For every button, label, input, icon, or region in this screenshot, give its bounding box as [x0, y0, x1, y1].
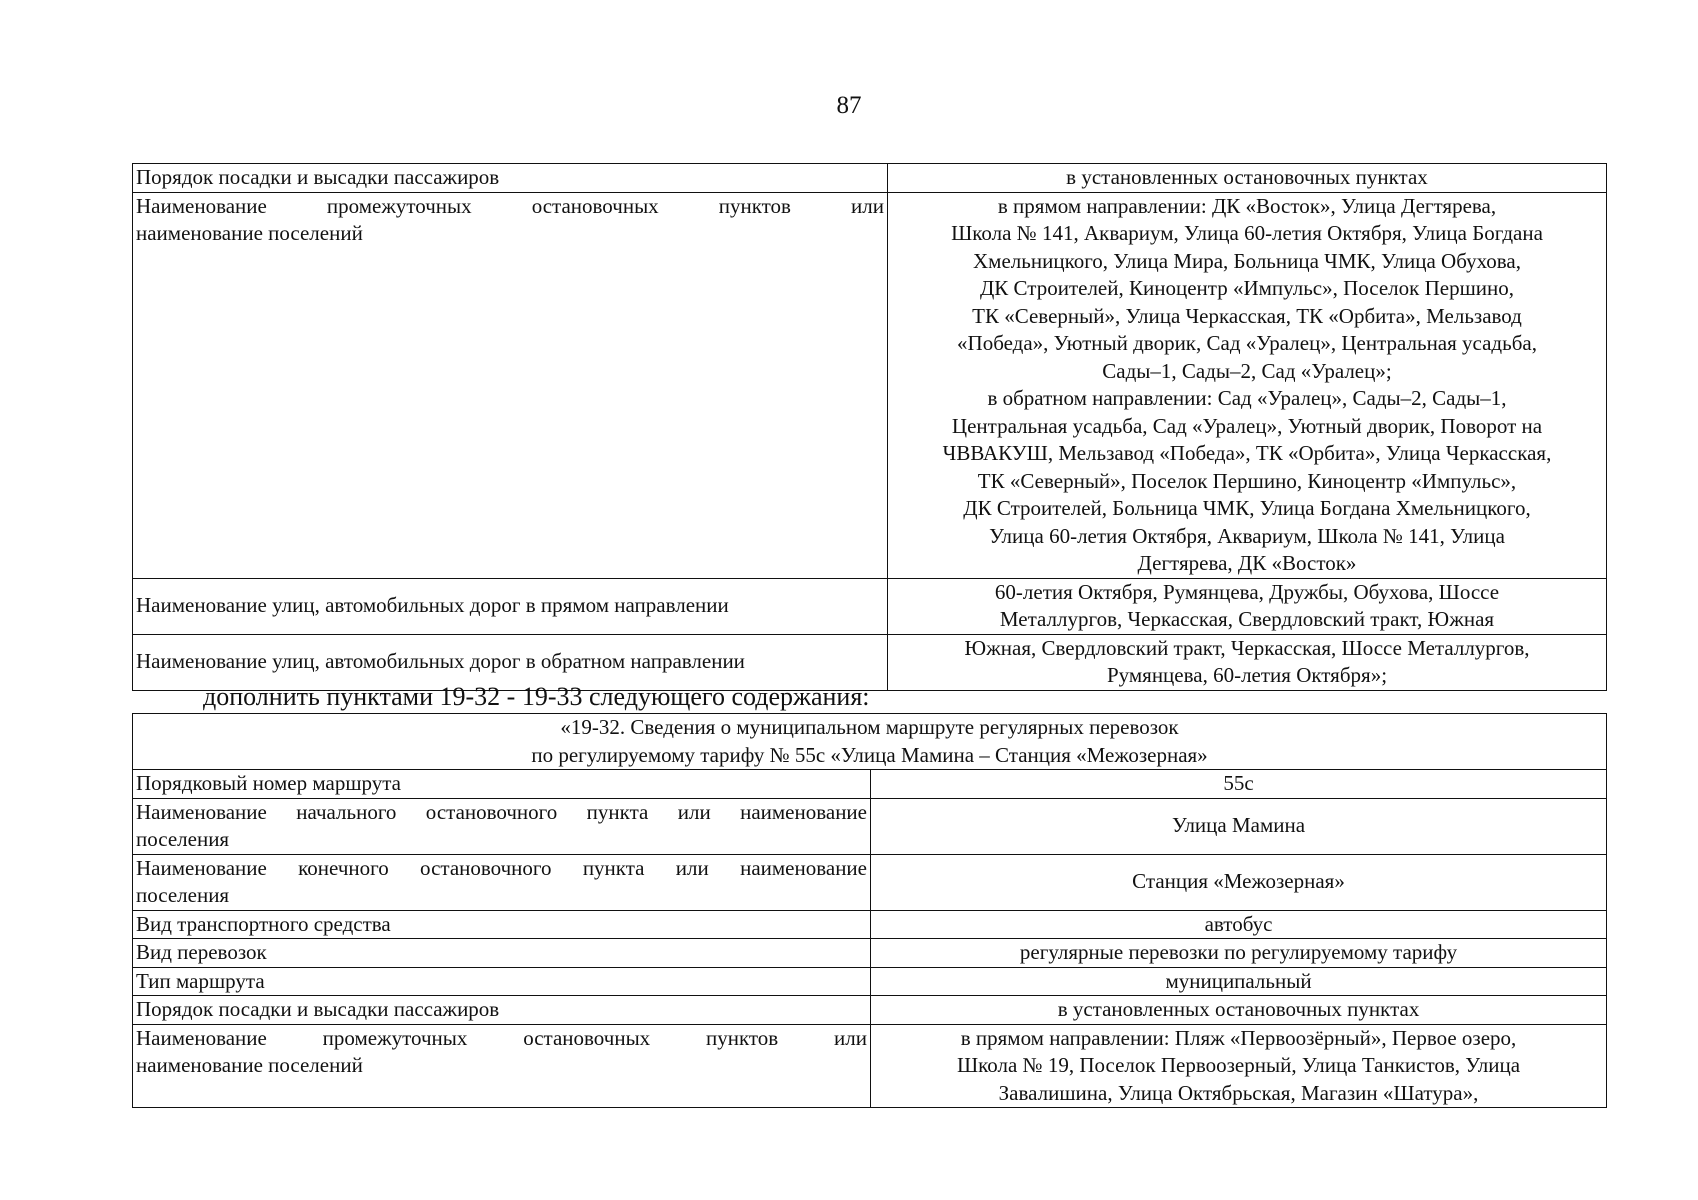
label-line: Наименование промежуточных остановочных пунктов или [136, 1025, 867, 1050]
row-value [871, 1024, 1607, 1108]
table-row [133, 1024, 1607, 1108]
value-line: Сады–1, Сады–2, Сад «Уралец»; [1102, 358, 1392, 383]
value-line: «Победа», Уютный дворик, Сад «Уралец», Центральная усадьба, [957, 331, 1537, 355]
row-label: Порядковый номер маршрута [133, 770, 871, 799]
value-line: Улица 60-летия Октября, Аквариум, Школа № 141, Улица [989, 523, 1505, 548]
row-label: Тип маршрута [133, 967, 871, 996]
table-row [133, 967, 1607, 996]
row-value: Станция «Межозерная» [871, 854, 1607, 910]
table-header [133, 714, 1607, 770]
value-line: Завалишина, Улица Октябрьская, Магазин «Шатура», [998, 1080, 1479, 1105]
row-value [888, 634, 1607, 690]
table-row [133, 578, 1607, 634]
table-row [133, 164, 1607, 193]
header-line: по регулируемому тарифу № 55с «Улица Мамина – Станция «Межозерная» [531, 742, 1208, 767]
row-label: Вид перевозок [133, 939, 871, 968]
row-label: Порядок посадки и высадки пассажиров [133, 164, 888, 193]
value-line: Школа № 19, Поселок Первоозерный, Улица Танкистов, Улица [956, 1053, 1521, 1077]
row-value: автобус [871, 910, 1607, 939]
route-table-19-32 [132, 713, 1607, 1108]
table-row [133, 770, 1607, 799]
value-line: в прямом направлении: ДК «Восток», Улица Дегтярева, [997, 193, 1497, 218]
value-line: Школа № 141, Аквариум, Улица 60-летия Октября, Улица Богдана [951, 221, 1543, 245]
value-line: в обратном направлении: Сад «Уралец», Сады–2, Сады–1, [987, 386, 1507, 410]
row-label [133, 854, 871, 910]
row-label: Вид транспортного средства [133, 910, 871, 939]
row-value: 55с [871, 770, 1607, 799]
intro-text: дополнить пунктами 19-32 - 19-33 следующего содержания: [203, 682, 870, 711]
label-line: поселения [136, 827, 230, 851]
value-line: Дегтярева, ДК «Восток» [1137, 551, 1357, 575]
row-label [133, 798, 871, 854]
row-value: Улица Мамина [871, 798, 1607, 854]
label-line: Наименование начального остановочного пункта или наименование [136, 799, 867, 824]
value-line: Центральная усадьба, Сад «Уралец», Уютный дворик, Поворот на [951, 413, 1543, 438]
table-row [133, 996, 1607, 1025]
value-line: ТК «Северный», Поселок Першино, Киноцентр «Импульс», [977, 468, 1517, 493]
row-value: регулярные перевозки по регулируемому тарифу [871, 939, 1607, 968]
value-line: ЧВВАКУШ, Мельзавод «Победа», ТК «Орбита», Улица Черкасская, [942, 441, 1552, 465]
value-line: ДК Строителей, Больница ЧМК, Улица Богдана Хмельницкого, [963, 496, 1531, 520]
row-label [133, 192, 888, 578]
row-label: Наименование улиц, автомобильных дорог в обратном направлении [133, 634, 888, 690]
row-value [888, 164, 1607, 193]
value-line: Южная, Свердловский тракт, Черкасская, Шоссе Металлургов, [964, 635, 1530, 660]
header-line: «19-32. Сведения о муниципальном маршруте регулярных перевозок [560, 715, 1179, 739]
table-header-row [133, 714, 1607, 770]
value-line: ДК Строителей, Киноцентр «Импульс», Поселок Першино, [979, 276, 1515, 300]
label-line: наименование поселений [136, 221, 363, 245]
table-row [133, 854, 1607, 910]
table-row [133, 192, 1607, 578]
row-value [888, 578, 1607, 634]
value-line: в установленных остановочных пунктах [1066, 165, 1428, 189]
row-value [888, 192, 1607, 578]
table-row [133, 910, 1607, 939]
value-line: в прямом направлении: Пляж «Первоозёрный», Первое озеро, [960, 1025, 1517, 1050]
page-number: 87 [836, 92, 862, 119]
value-line: Хмельницкого, Улица Мира, Больница ЧМК, Улица Обухова, [973, 248, 1521, 273]
route-table-continued [132, 163, 1607, 691]
value-line: 60-летия Октября, Румянцева, Дружбы, Обухова, Шоссе [994, 579, 1500, 604]
table-row [133, 798, 1607, 854]
label-line: Наименование промежуточных остановочных пунктов или [136, 193, 884, 218]
label-line: Наименование конечного остановочного пункта или наименование [136, 855, 867, 880]
row-value: в установленных остановочных пунктах [871, 996, 1607, 1025]
value-line: Румянцева, 60-летия Октября»; [1106, 663, 1388, 687]
value-line: Металлургов, Черкасская, Свердловский тракт, Южная [999, 607, 1495, 631]
label-line: поселения [136, 883, 230, 907]
value-line: ТК «Северный», Улица Черкасская, ТК «Орбита», Мельзавод [972, 303, 1522, 328]
row-label [133, 1024, 871, 1108]
label-line: наименование поселений [136, 1053, 363, 1077]
row-label: Порядок посадки и высадки пассажиров [133, 996, 871, 1025]
row-label: Наименование улиц, автомобильных дорог в прямом направлении [133, 578, 888, 634]
row-value: муниципальный [871, 967, 1607, 996]
table-row [133, 939, 1607, 968]
